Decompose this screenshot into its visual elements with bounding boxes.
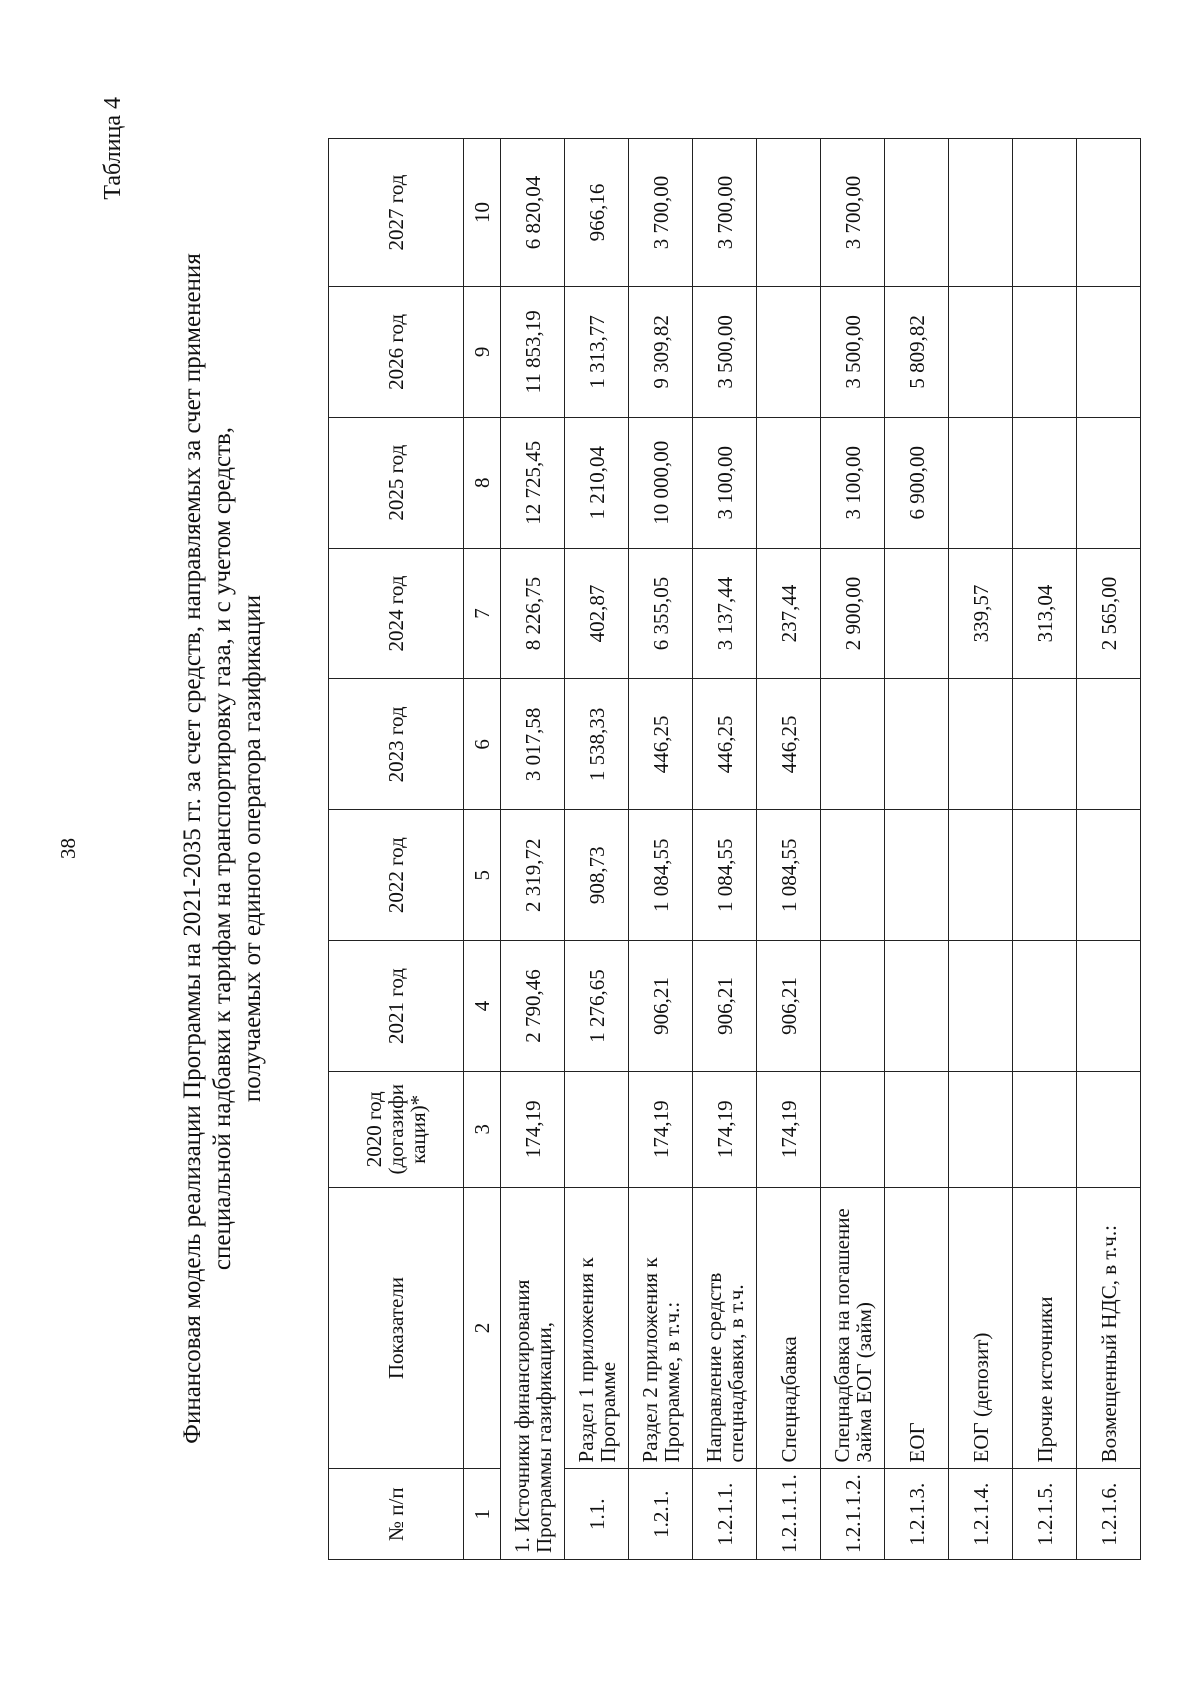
cell-value: 3 500,00 <box>693 286 757 417</box>
column-header: 2025 год <box>329 417 464 548</box>
cell-value: 1 084,55 <box>629 810 693 941</box>
cell-value <box>1013 417 1077 548</box>
cell-value <box>1077 139 1141 287</box>
document-title <box>178 130 268 1567</box>
title-line: Финансовая модель реализации Программы на 2021-2035 гг. за счет средств, направляемых за счет применения <box>179 253 206 1444</box>
cell-value: 908,73 <box>565 810 629 941</box>
cell-value <box>1013 286 1077 417</box>
cell-value: 339,57 <box>949 548 1013 679</box>
column-header: 2027 год <box>329 139 464 287</box>
cell-value <box>821 1071 885 1187</box>
cell-value: 446,25 <box>757 679 821 810</box>
cell-value <box>949 139 1013 287</box>
cell-value: 446,25 <box>693 679 757 810</box>
column-header: 2026 год <box>329 286 464 417</box>
column-header: 2021 год <box>329 941 464 1072</box>
table-row <box>565 139 629 1560</box>
row-label: Прочие источники <box>1013 1187 1077 1469</box>
row-code: 1.2.1.1. <box>693 1469 757 1560</box>
row-code: 1.2.1.1.1. <box>757 1469 821 1560</box>
title-line: специальной надбавки к тарифам на транспортировку газа, и с учетом средств, <box>209 426 236 1271</box>
cell-value: 11 853,19 <box>501 286 565 417</box>
row-label: 1. Источники финансирования Программы газификации, <box>501 1187 565 1559</box>
cell-value <box>1013 679 1077 810</box>
cell-value: 906,21 <box>693 941 757 1072</box>
column-number: 3 <box>464 1071 501 1187</box>
cell-value: 1 084,55 <box>757 810 821 941</box>
column-number: 9 <box>464 286 501 417</box>
cell-value: 906,21 <box>629 941 693 1072</box>
cell-value <box>1077 679 1141 810</box>
table-row <box>693 139 757 1560</box>
cell-value: 237,44 <box>757 548 821 679</box>
cell-value: 3 100,00 <box>821 417 885 548</box>
cell-value <box>1013 1071 1077 1187</box>
column-number-row <box>464 139 501 1560</box>
cell-value: 3 137,44 <box>693 548 757 679</box>
row-code: 1.2.1.6. <box>1077 1469 1141 1560</box>
cell-value: 10 000,00 <box>629 417 693 548</box>
cell-value: 2 790,46 <box>501 941 565 1072</box>
column-number: 10 <box>464 139 501 287</box>
cell-value: 402,87 <box>565 548 629 679</box>
table-row <box>1077 139 1141 1560</box>
table-row <box>757 139 821 1560</box>
cell-value: 8 226,75 <box>501 548 565 679</box>
cell-value <box>1013 941 1077 1072</box>
column-header: 2020 год (догазифи кация)* <box>329 1071 464 1187</box>
column-number: 2 <box>464 1187 501 1469</box>
table-header-row <box>329 139 464 1560</box>
column-number: 5 <box>464 810 501 941</box>
cell-value: 313,04 <box>1013 548 1077 679</box>
cell-value: 3 700,00 <box>693 139 757 287</box>
cell-value <box>1077 810 1141 941</box>
cell-value <box>949 679 1013 810</box>
cell-value <box>1013 139 1077 287</box>
financial-model-table <box>328 138 1141 1560</box>
row-label: Спецнадбавка на погашение Займа ЕОГ (займ) <box>821 1187 885 1469</box>
cell-value: 174,19 <box>757 1071 821 1187</box>
cell-value: 2 319,72 <box>501 810 565 941</box>
cell-value: 1 538,33 <box>565 679 629 810</box>
table-row <box>949 139 1013 1560</box>
row-label: Направление средств спецнадбавки, в т.ч. <box>693 1187 757 1469</box>
cell-value: 174,19 <box>629 1071 693 1187</box>
cell-value: 966,16 <box>565 139 629 287</box>
row-label: Раздел 2 приложения к Программе, в т.ч.: <box>629 1187 693 1469</box>
cell-value <box>949 286 1013 417</box>
cell-value: 1 210,04 <box>565 417 629 548</box>
page-number: 38 <box>56 838 80 859</box>
column-header: Показатели <box>329 1187 464 1469</box>
cell-value: 3 500,00 <box>821 286 885 417</box>
cell-value <box>885 941 949 1072</box>
cell-value: 3 100,00 <box>693 417 757 548</box>
column-header: № п/п <box>329 1469 464 1560</box>
table-row <box>501 139 565 1560</box>
cell-value <box>757 139 821 287</box>
table-row <box>885 139 949 1560</box>
column-header: 2024 год <box>329 548 464 679</box>
row-code: 1.2.1.3. <box>885 1469 949 1560</box>
cell-value: 6 355,05 <box>629 548 693 679</box>
cell-value <box>1077 1071 1141 1187</box>
row-code: 1.2.1.1.2. <box>821 1469 885 1560</box>
cell-value <box>885 139 949 287</box>
cell-value <box>949 1071 1013 1187</box>
title-line: получаемых от единого оператора газификации <box>239 594 266 1103</box>
cell-value: 906,21 <box>757 941 821 1072</box>
row-label: Раздел 1 приложения к Программе <box>565 1187 629 1469</box>
column-number: 1 <box>464 1469 501 1560</box>
cell-value: 3 700,00 <box>821 139 885 287</box>
cell-value: 3 017,58 <box>501 679 565 810</box>
cell-value <box>565 1071 629 1187</box>
cell-value <box>885 810 949 941</box>
row-code: 1.2.1.5. <box>1013 1469 1077 1560</box>
cell-value <box>885 679 949 810</box>
cell-value: 6 900,00 <box>885 417 949 548</box>
cell-value: 2 900,00 <box>821 548 885 679</box>
table-row <box>629 139 693 1560</box>
cell-value: 174,19 <box>693 1071 757 1187</box>
table-row <box>1013 139 1077 1560</box>
cell-value: 174,19 <box>501 1071 565 1187</box>
cell-value <box>757 417 821 548</box>
cell-value <box>1013 810 1077 941</box>
cell-value: 1 276,65 <box>565 941 629 1072</box>
table-caption: Таблица 4 <box>100 97 126 200</box>
column-header: 2023 год <box>329 679 464 810</box>
cell-value: 1 084,55 <box>693 810 757 941</box>
cell-value: 12 725,45 <box>501 417 565 548</box>
cell-value: 6 820,04 <box>501 139 565 287</box>
cell-value: 1 313,77 <box>565 286 629 417</box>
cell-value <box>949 417 1013 548</box>
cell-value: 3 700,00 <box>629 139 693 287</box>
table-row <box>821 139 885 1560</box>
row-label: Спецнадбавка <box>757 1187 821 1469</box>
cell-value <box>1077 417 1141 548</box>
cell-value <box>885 1071 949 1187</box>
row-label: ЕОГ <box>885 1187 949 1469</box>
cell-value: 446,25 <box>629 679 693 810</box>
row-label: Возмещенный НДС, в т.ч.: <box>1077 1187 1141 1469</box>
cell-value: 9 309,82 <box>629 286 693 417</box>
row-code: 1.1. <box>565 1469 629 1560</box>
cell-value <box>885 548 949 679</box>
cell-value <box>821 810 885 941</box>
cell-value: 2 565,00 <box>1077 548 1141 679</box>
row-code: 1.2.1. <box>629 1469 693 1560</box>
cell-value <box>949 941 1013 1072</box>
cell-value: 5 809,82 <box>885 286 949 417</box>
column-number: 6 <box>464 679 501 810</box>
cell-value <box>757 286 821 417</box>
row-code: 1.2.1.4. <box>949 1469 1013 1560</box>
column-number: 8 <box>464 417 501 548</box>
column-header: 2022 год <box>329 810 464 941</box>
cell-value <box>821 941 885 1072</box>
cell-value <box>1077 286 1141 417</box>
column-number: 7 <box>464 548 501 679</box>
row-label: ЕОГ (депозит) <box>949 1187 1013 1469</box>
column-number: 4 <box>464 941 501 1072</box>
cell-value <box>821 679 885 810</box>
cell-value <box>1077 941 1141 1072</box>
cell-value <box>949 810 1013 941</box>
